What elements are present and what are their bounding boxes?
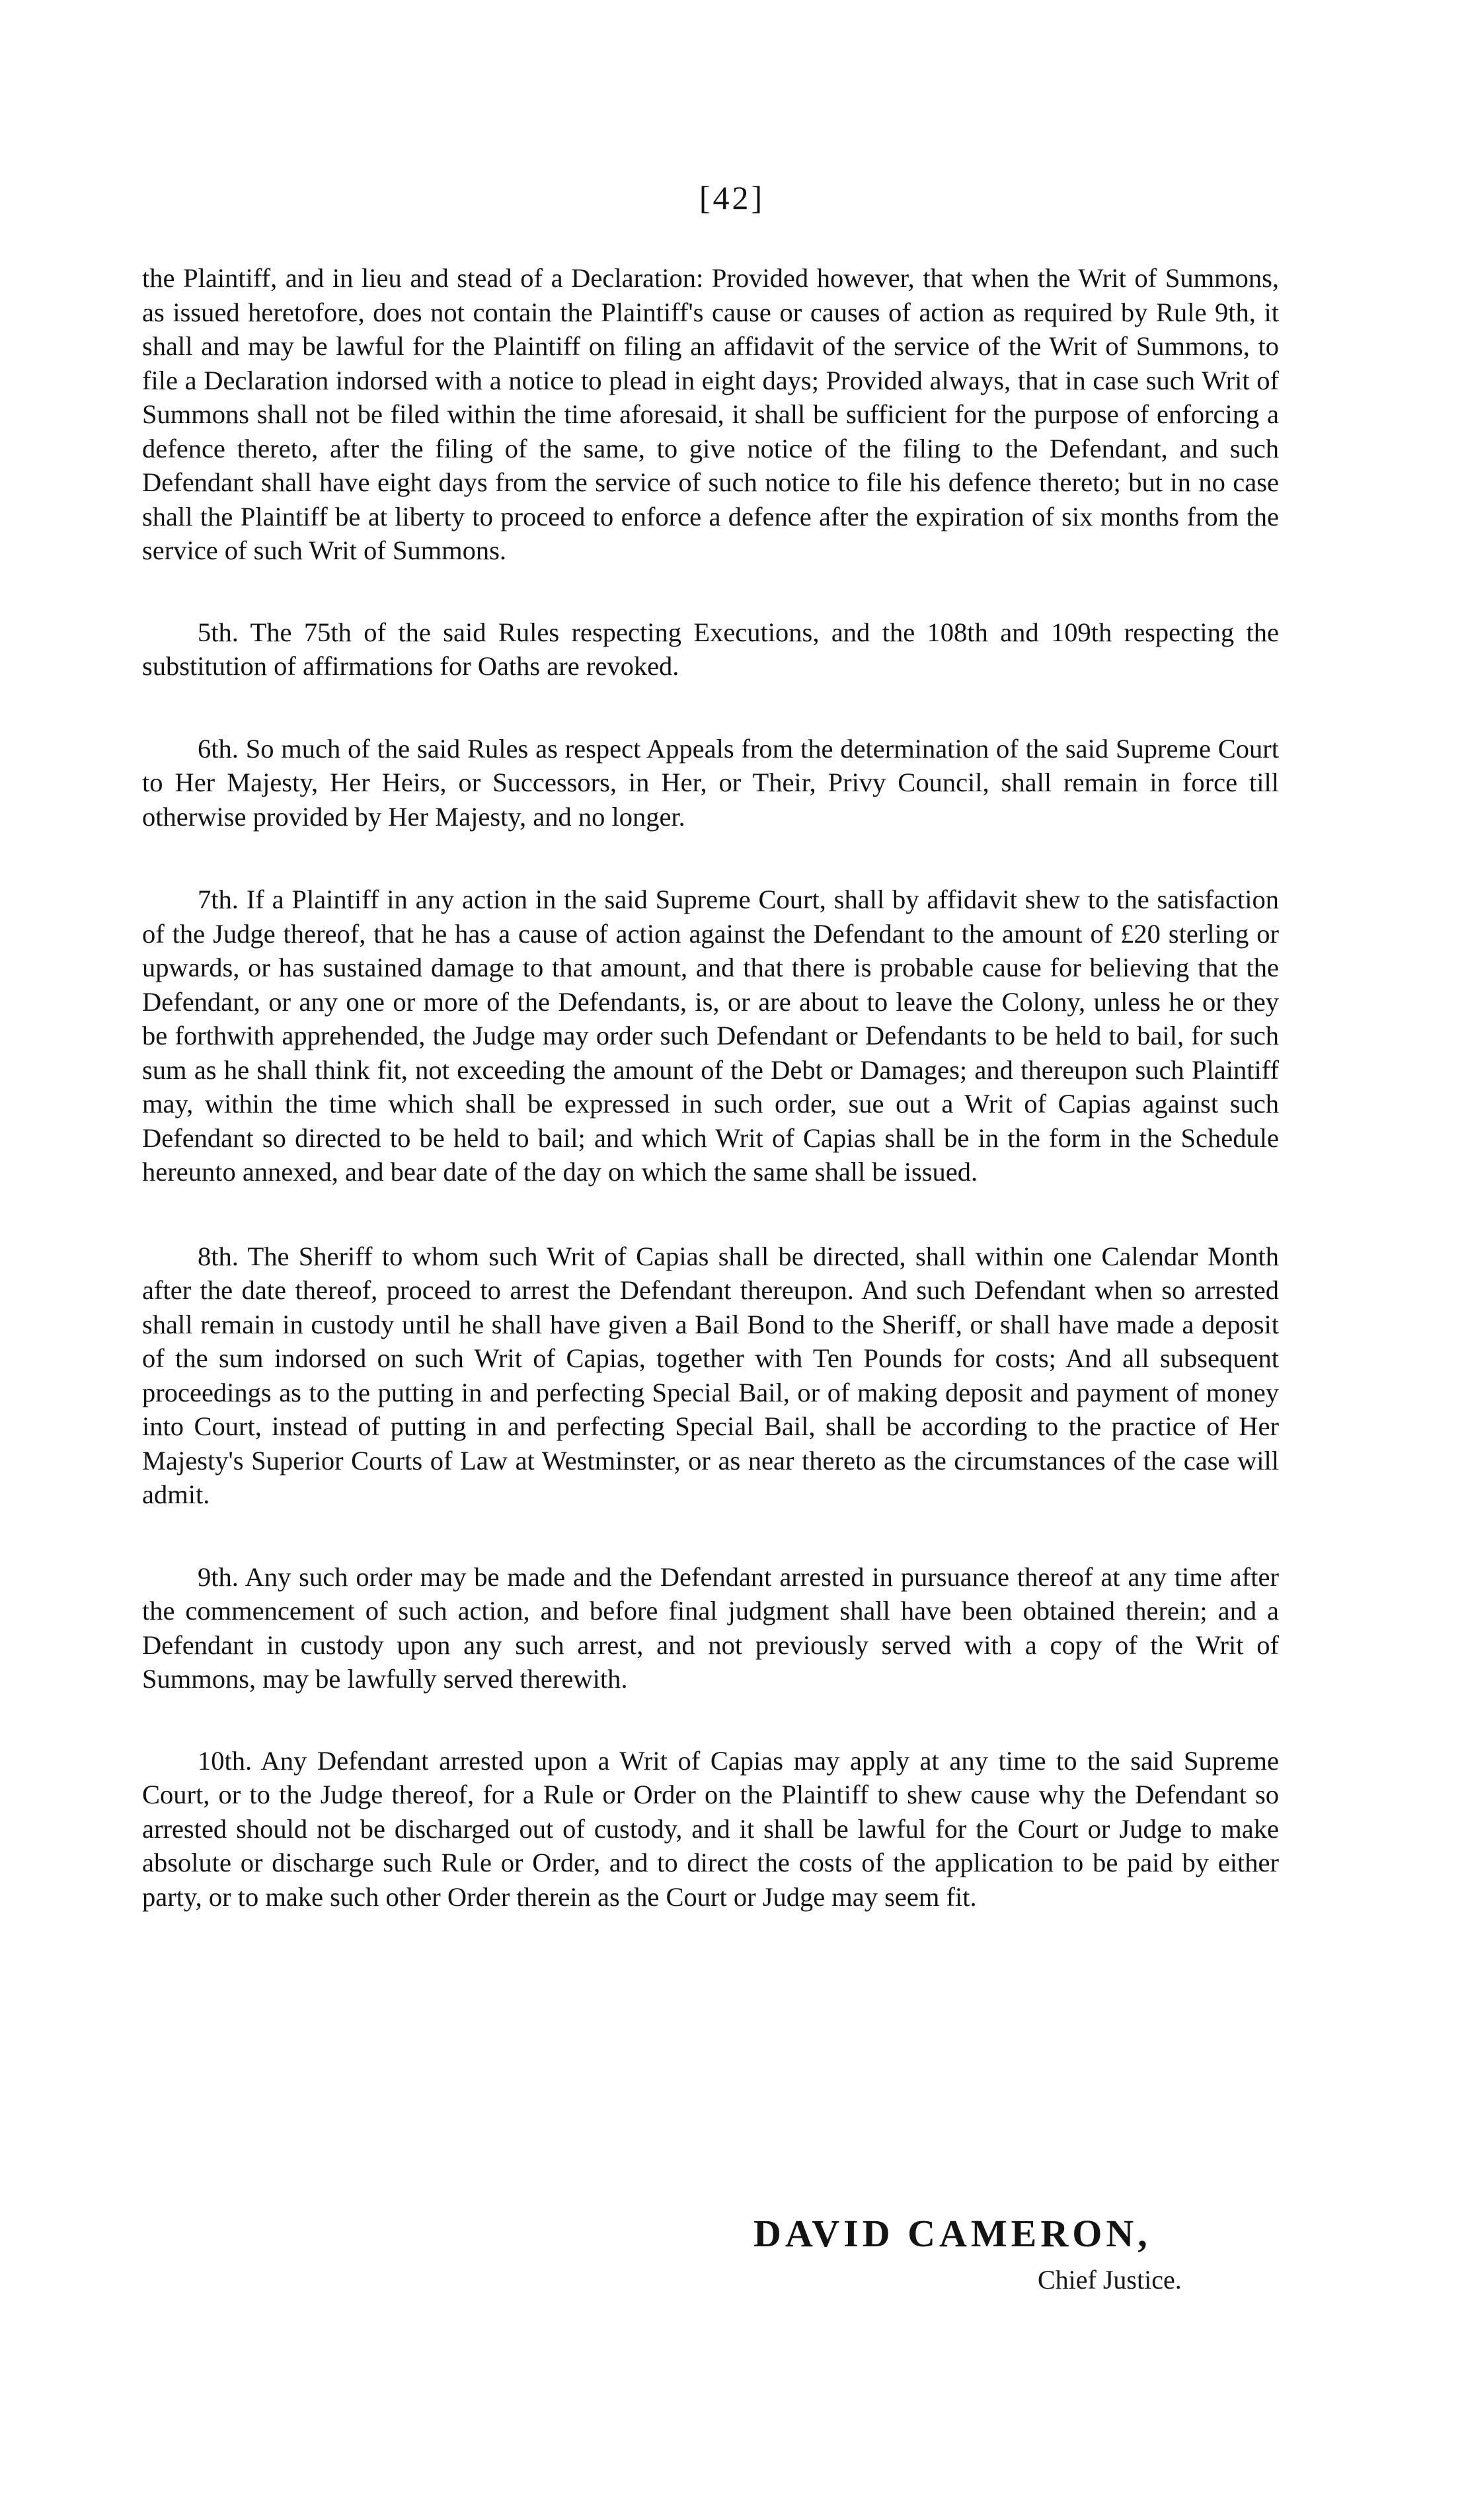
paragraph-continuation: the Plaintiff, and in lieu and stead of a Declaration: Provided however, that when the Writ of Summons, as issued heretofore, does not contain the Plaintiff's cause or causes of action as required by Rule 9th, it shall and may be lawful for the Plaintiff on filing an affidavit of the service of the Writ of Summons, to file a Declaration indorsed with a notice to plead in eight days; Provided always, that in case such Writ of Summons shall not be filed within the time aforesaid, it shall be sufficient for the purpose of enforcing a defence thereto, after the filing of the same, to give notice of the filing to the Defendant, and such Defendant shall have eight days from the service of such notice to file his defence thereto; but in no case shall the Plaintiff be at liberty to proceed to enforce a defence after the expiration of six months from the service of such Writ of Summons.	[142, 263, 1279, 565]
signature-block	[753, 2211, 1269, 2295]
paragraph-rule-6: 6th. So much of the said Rules as respect Appeals from the determination of the said Supreme Court to Her Majesty, Her Heirs, or Successors, in Her, or Their, Privy Council, shall remain in force till otherwise provided by Her Majesty, and no longer.	[142, 733, 1279, 832]
paragraph-rule-9: 9th. Any such order may be made and the Defendant arrested in pursuance thereof at any time after the commencement of such action, and before final judgment shall have been obtained therein; and a Defendant in custody upon any such arrest, and not previously served with a copy of the Writ of Summons, may be lawfully served therewith.	[142, 1561, 1279, 1694]
paragraph-rule-5: 5th. The 75th of the said Rules respecting Executions, and the 108th and 109th respecting the substitution of affirmations for Oaths are revoked.	[142, 617, 1279, 681]
page-number: [42]	[699, 179, 765, 216]
signatory-name: DAVID CAMERON,	[753, 2212, 1151, 2255]
paragraph-rule-7: 7th. If a Plaintiff in any action in the said Supreme Court, shall by affidavit shew to the satisfaction of the Judge thereof, that he has a cause of action against the Defendant to the amount of £20 sterling or upwards, or has sustained damage to that amount, and that there is probable cause for believing that the Defendant, or any one or more of the Defendants, is, or are about to leave the Colony, unless he or they be forthwith apprehended, the Judge may order such Defendant or Defendants to be held to bail, for such sum as he shall think fit, not exceeding the amount of the Debt or Damages; and thereupon such Plaintiff may, within the time which shall be expressed in such order, sue out a Writ of Capias against such Defendant so directed to be held to bail; and which Writ of Capias shall be in the form in the Schedule hereunto annexed, and bear date of the day on which the same shall be issued.	[142, 885, 1279, 1187]
body-text	[142, 261, 1279, 1961]
paragraph-rule-10: 10th. Any Defendant arrested upon a Writ of Capias may apply at any time to the said Supreme Court, or to the Judge thereof, for a Rule or Order on the Plaintiff to shew cause why the Defendant so arrested should not be discharged out of custody, and it shall be lawful for the Court or Judge to make absolute or discharge such Rule or Order, and to direct the costs of the application to be paid by either party, or to make such other Order therein as the Court or Judge may seem fit.	[142, 1745, 1279, 1912]
signatory-title: Chief Justice.	[1038, 2265, 1182, 2295]
paragraph-rule-8: 8th. The Sheriff to whom such Writ of Capias shall be directed, shall within one Calendar Month after the date thereof, proceed to arrest the Defendant thereupon. And such Defendant when so arrested shall remain in custody until he shall have given a Bail Bond to the Sheriff, or shall have made a deposit of the sum indorsed on such Writ of Capias, together with Ten Pounds for costs; And all subsequent proceedings as to the putting in and perfecting Special Bail, or of making deposit and payment of money into Court, instead of putting in and perfecting Special Bail, shall be according to the practice of Her Majesty's Superior Courts of Law at Westminster, or as near thereto as the circumstances of the case will admit.	[142, 1241, 1279, 1509]
